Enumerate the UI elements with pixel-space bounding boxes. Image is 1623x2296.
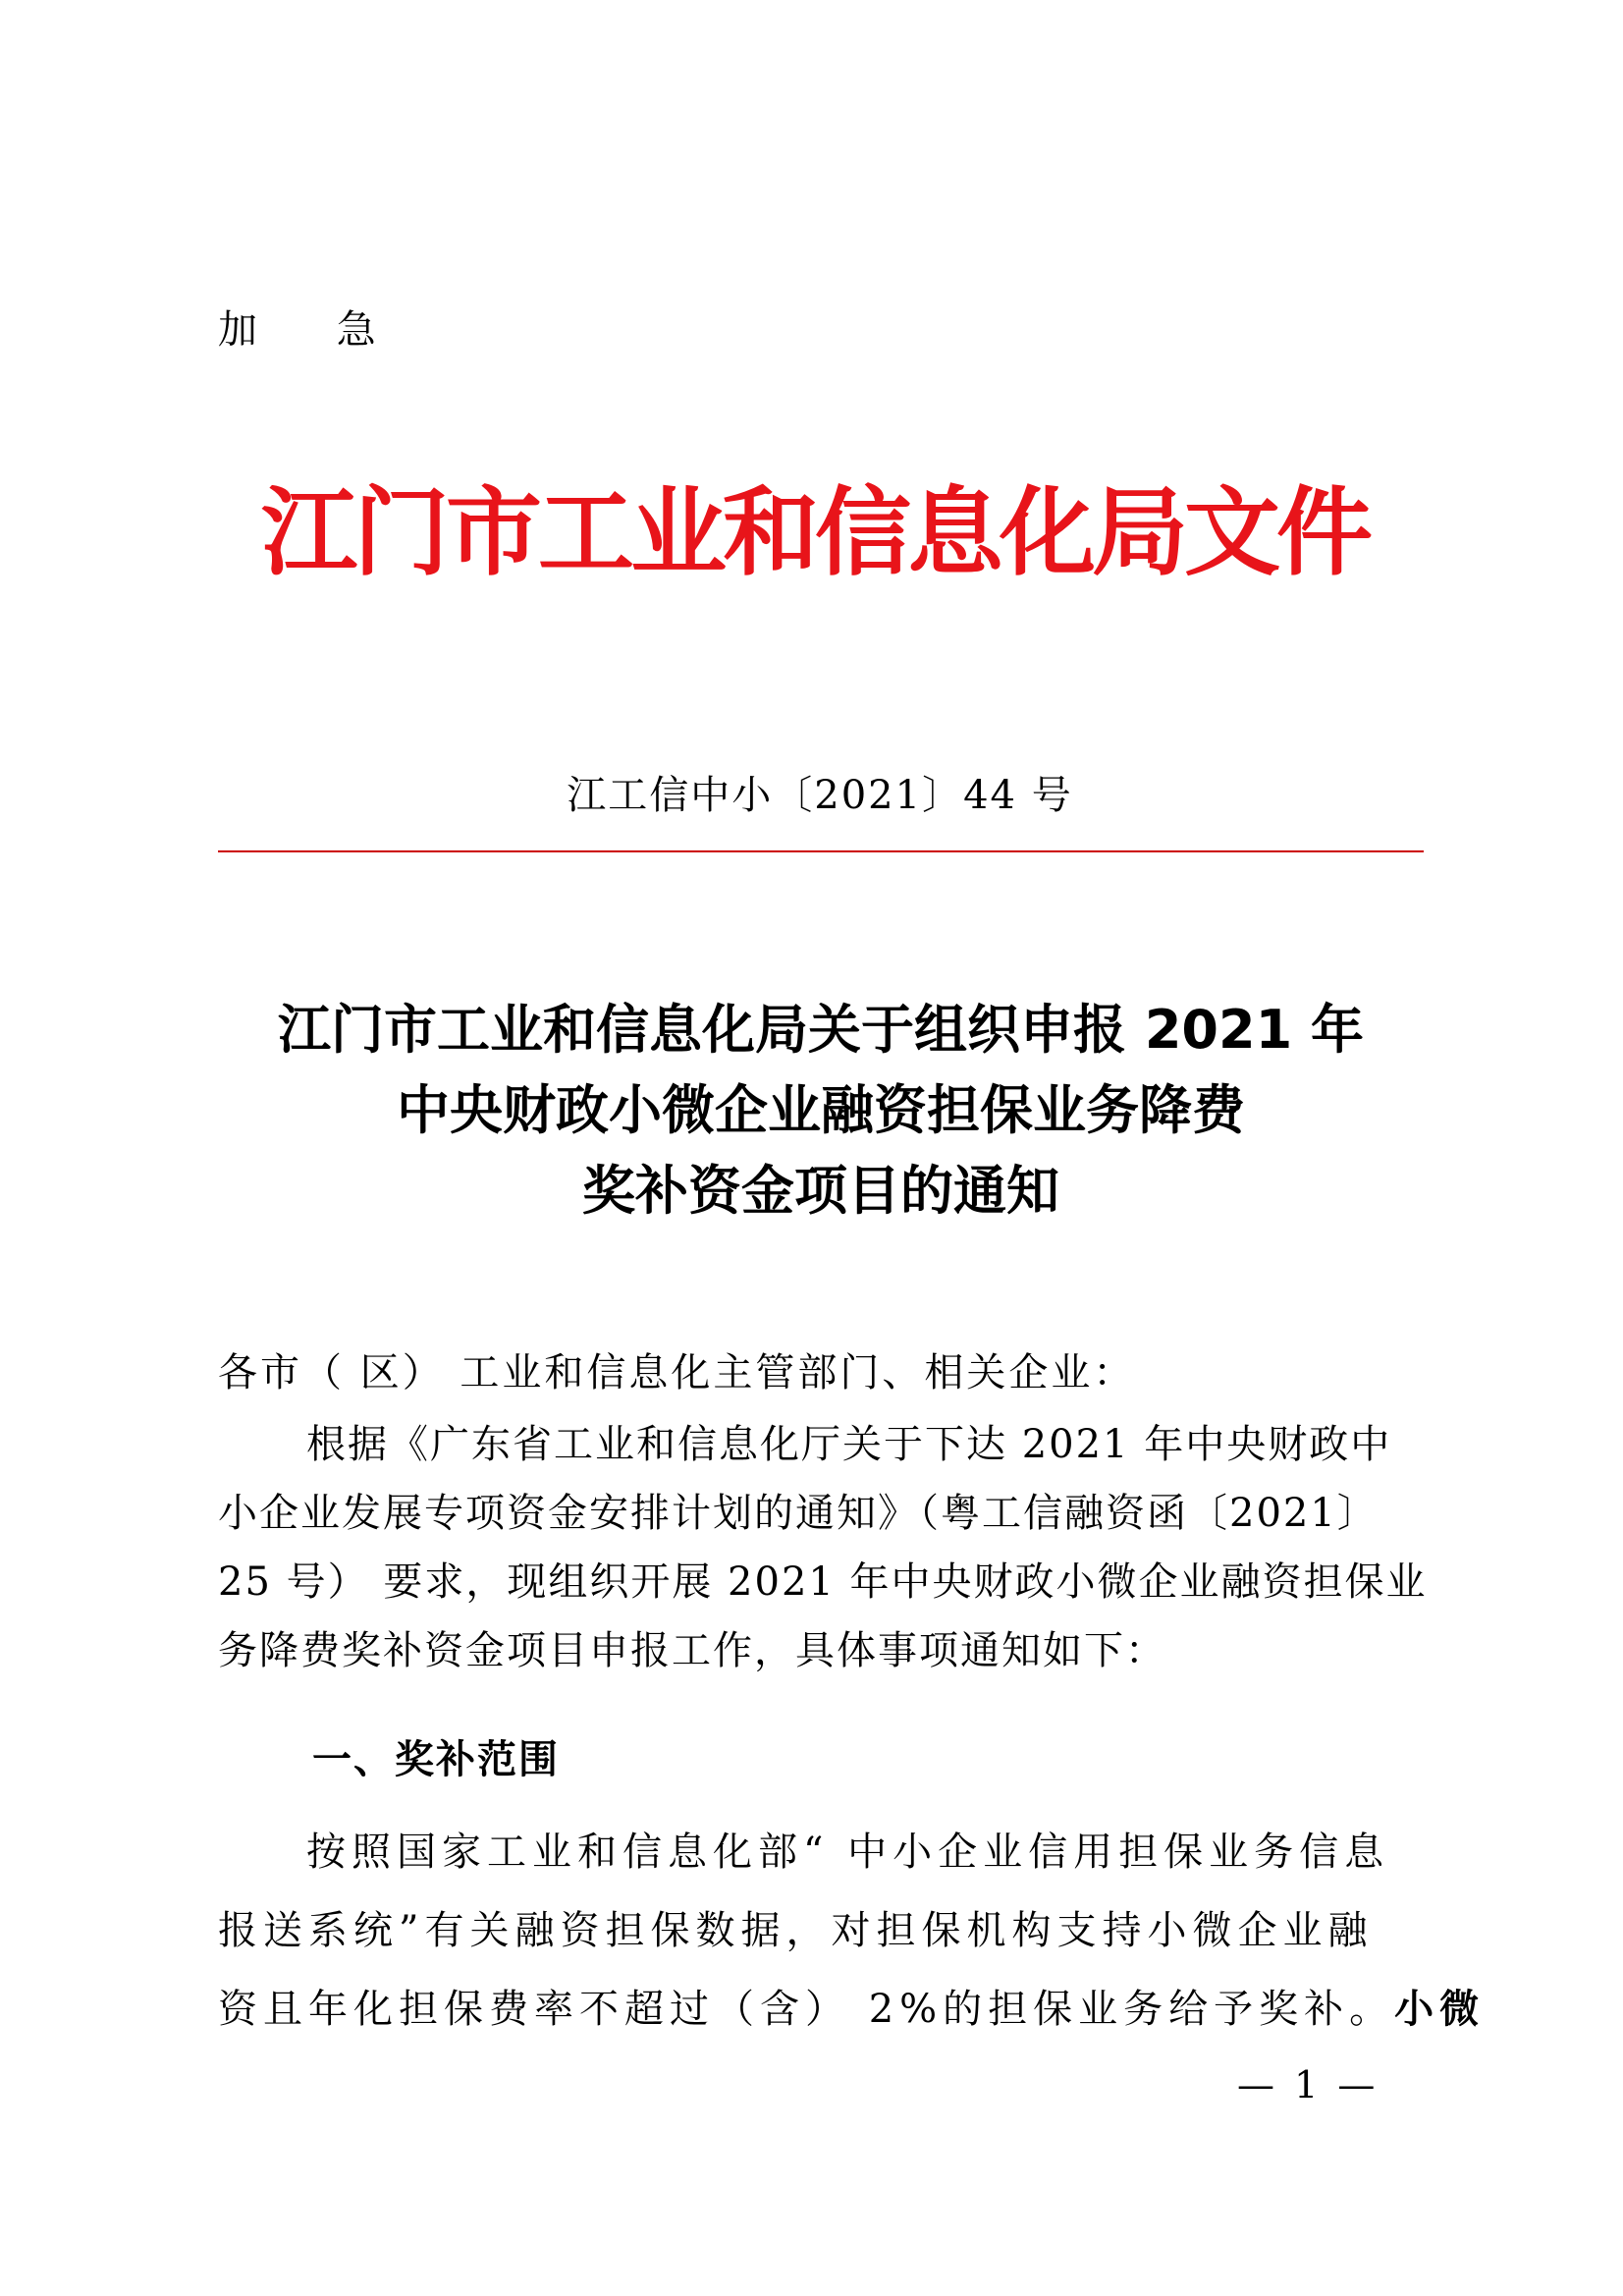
document-number: 江工信中小〔2021〕44 号 [567, 773, 1073, 818]
paragraph-line: 务降费奖补资金项目申报工作，具体事项通知如下： [218, 1628, 1166, 1673]
issuer-title: 江门市工业和信息化局文件 [260, 477, 1369, 589]
page-number: — 1 — [1237, 2063, 1380, 2106]
paragraph-bold-text: 小微 [1394, 1986, 1486, 2032]
document-title [218, 990, 1424, 1231]
salutation: 各市（ 区） 工业和信息化主管部门、相关企业： [218, 1350, 1136, 1395]
red-divider [218, 850, 1424, 852]
paragraph-scope [218, 1813, 1486, 2049]
paragraph-line [218, 1970, 1486, 2049]
paragraph-line: 报送系统”有关融资担保数据，对担保机构支持小微企业融 [218, 1908, 1374, 1953]
paragraph-line: 按照国家工业和信息化部“ 中小企业信用担保业务信息 [306, 1830, 1390, 1875]
title-line-2: 中央财政小微企业融资担保业务降费 [397, 1079, 1245, 1141]
paragraph-line: 根据《广东省工业和信息化厅关于下达 2021 年中央财政中 [306, 1422, 1392, 1467]
paragraph-text: 资且年化担保费率不超过（含） 2%的担保业务给予奖补。 [218, 1987, 1395, 2032]
urgency-label: 加 急 [218, 307, 409, 353]
title-line-3: 奖补资金项目的通知 [582, 1160, 1059, 1222]
title-line-1: 江门市工业和信息化局关于组织申报 2021 年 [278, 999, 1364, 1061]
paragraph-intro [218, 1410, 1428, 1685]
paragraph-line: 小企业发展专项资金安排计划的通知》（粤工信融资函〔2021〕 [218, 1491, 1379, 1536]
section-heading: 一、奖补范围 [312, 1737, 560, 1782]
paragraph-line: 25 号） 要求，现组织开展 2021 年中央财政小微企业融资担保业 [218, 1559, 1428, 1605]
